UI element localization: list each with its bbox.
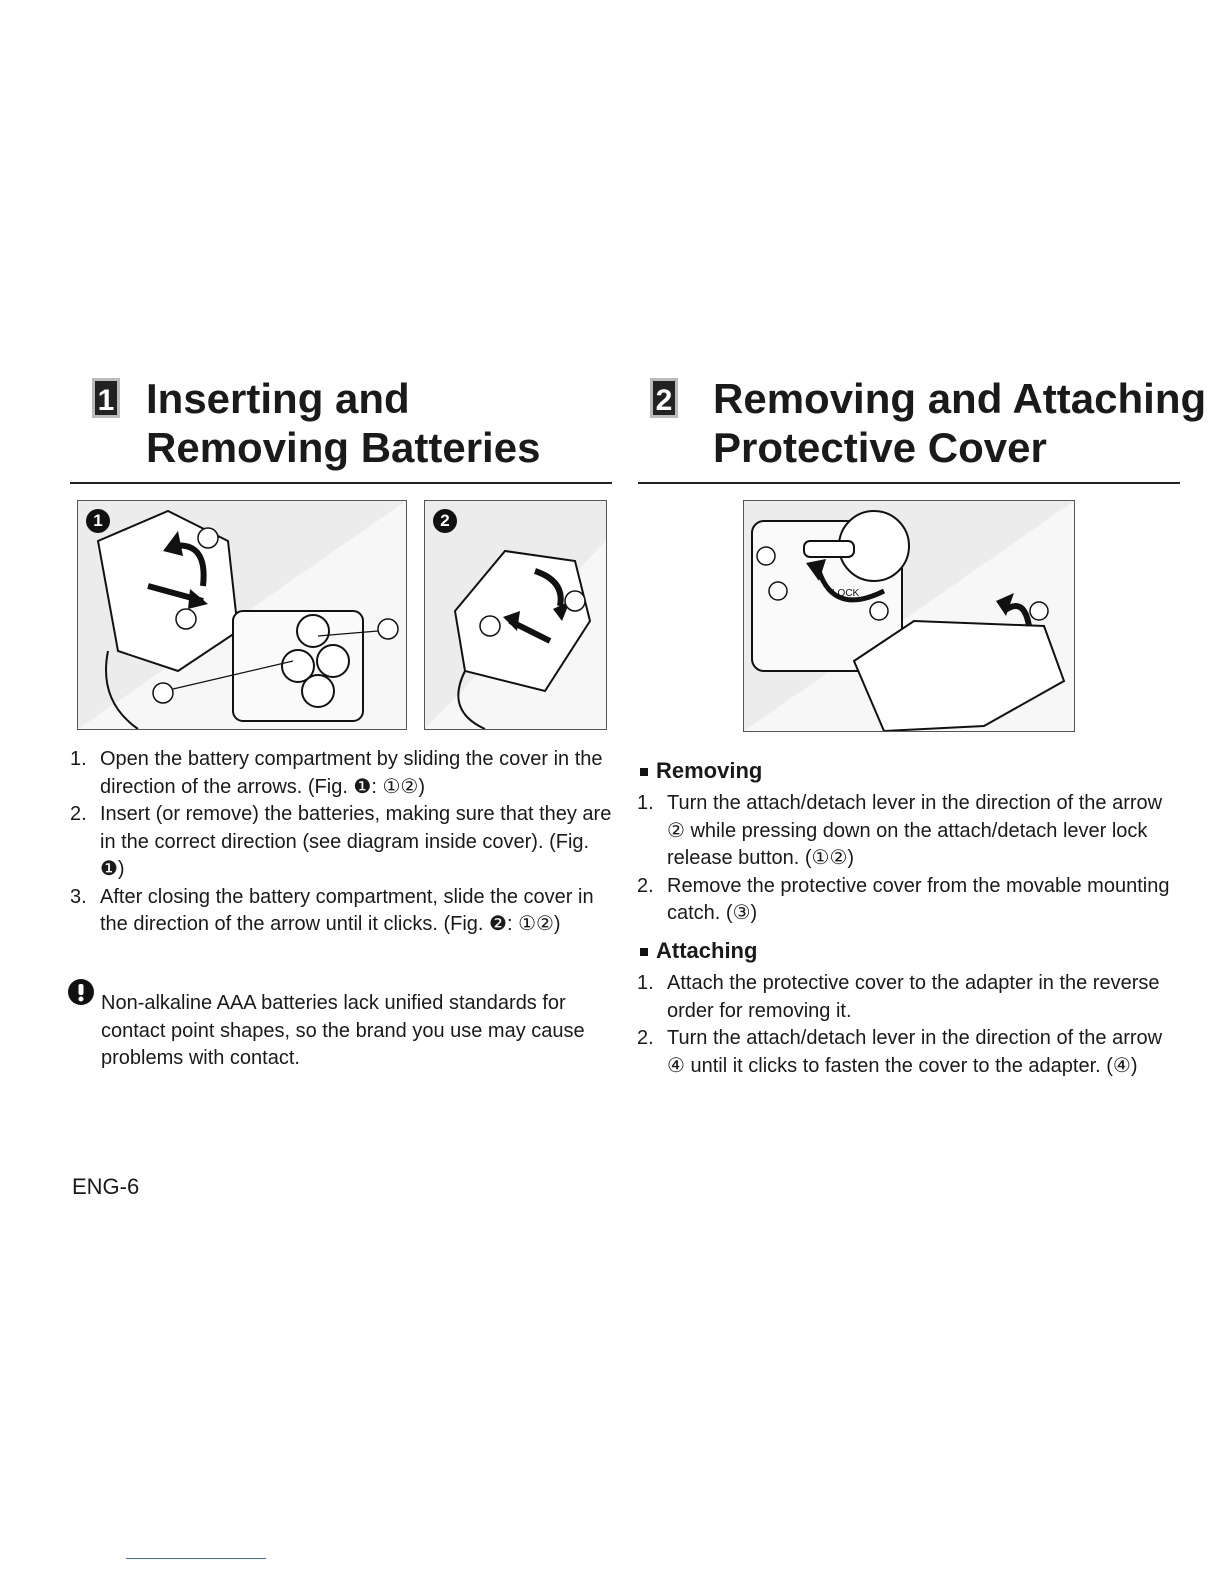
section-1-title-line1: Inserting and bbox=[146, 375, 410, 422]
battery-steps-list bbox=[70, 746, 615, 939]
protective-cover-illustration bbox=[744, 501, 1074, 731]
figure-1-number-badge: 1 bbox=[86, 509, 110, 533]
bottom-rule bbox=[126, 1558, 266, 1559]
attaching-heading bbox=[640, 936, 757, 966]
section-1-badge: 1 bbox=[92, 378, 120, 418]
step-number: 1. bbox=[637, 792, 654, 814]
step-number: 3. bbox=[70, 885, 87, 908]
step-text: After closing the battery compartment, slide the cover in the direction of the arrow until it clicks. (Fig. ❷: ①②) bbox=[100, 885, 594, 935]
list-item bbox=[637, 970, 1182, 1025]
step-number: 1. bbox=[637, 972, 654, 994]
step-text: Insert (or remove) the batteries, making sure that they are in the correct direction (see diagram inside cover). (Fig. ❶) bbox=[100, 803, 612, 880]
attaching-steps-list bbox=[637, 970, 1182, 1080]
caution-note: Non-alkaline AAA batteries lack unified standards for contact point shapes, so the brand you use may cause problems with contact. bbox=[101, 992, 585, 1069]
removing-steps-list bbox=[637, 790, 1182, 928]
section-2-title-line1: Removing and Attaching bbox=[713, 375, 1207, 422]
figure-battery-close bbox=[424, 500, 607, 730]
list-item bbox=[637, 873, 1182, 928]
list-item bbox=[637, 790, 1182, 873]
step-number: 1. bbox=[70, 748, 87, 770]
figure-2-number-badge: 2 bbox=[433, 509, 457, 533]
attaching-heading-text: Attaching bbox=[656, 938, 758, 963]
step-text: Open the battery compartment by sliding the cover in the direction of the arrows. (Fig. ❶: ①②) bbox=[100, 748, 603, 798]
step-text: Attach the protective cover to the adapter in the reverse order for removing it. bbox=[667, 972, 1160, 1022]
list-item bbox=[70, 884, 615, 939]
step-text: Turn the attach/detach lever in the direction of the arrow ② while pressing down on the attach/detach lever lock release button. (①②) bbox=[667, 792, 1163, 869]
figure-battery-open bbox=[77, 500, 407, 730]
section-2-title-line2: Protective Cover bbox=[713, 424, 1047, 471]
battery-open-illustration bbox=[78, 501, 406, 729]
step-number: 2. bbox=[70, 803, 87, 825]
removing-heading bbox=[640, 756, 762, 786]
list-item bbox=[70, 801, 615, 884]
bullet-square bbox=[640, 768, 648, 776]
section-1-title bbox=[146, 374, 540, 472]
figure-protective-cover bbox=[743, 500, 1075, 732]
removing-heading-text: Removing bbox=[656, 758, 763, 783]
section-2-title bbox=[713, 374, 1206, 472]
section-1-title-line2: Removing Batteries bbox=[146, 424, 541, 471]
step-text: Turn the attach/detach lever in the direction of the arrow ④ until it clicks to fasten the cover to the adapter. (④) bbox=[667, 1027, 1163, 1077]
bullet-square bbox=[640, 948, 648, 956]
list-item bbox=[637, 1025, 1182, 1080]
step-number: 2. bbox=[637, 1027, 654, 1049]
section-1-rule bbox=[70, 482, 612, 484]
step-text: Remove the protective cover from the movable mounting catch. (③) bbox=[667, 874, 1170, 924]
page-number: ENG-6 bbox=[72, 1174, 140, 1199]
list-item bbox=[70, 746, 615, 801]
caution-icon bbox=[67, 978, 95, 1006]
battery-close-illustration bbox=[425, 501, 606, 729]
section-2-badge: 2 bbox=[650, 378, 678, 418]
step-number: 2. bbox=[637, 874, 654, 897]
lock-label: LOCK bbox=[832, 588, 860, 599]
section-2-rule bbox=[638, 482, 1180, 484]
